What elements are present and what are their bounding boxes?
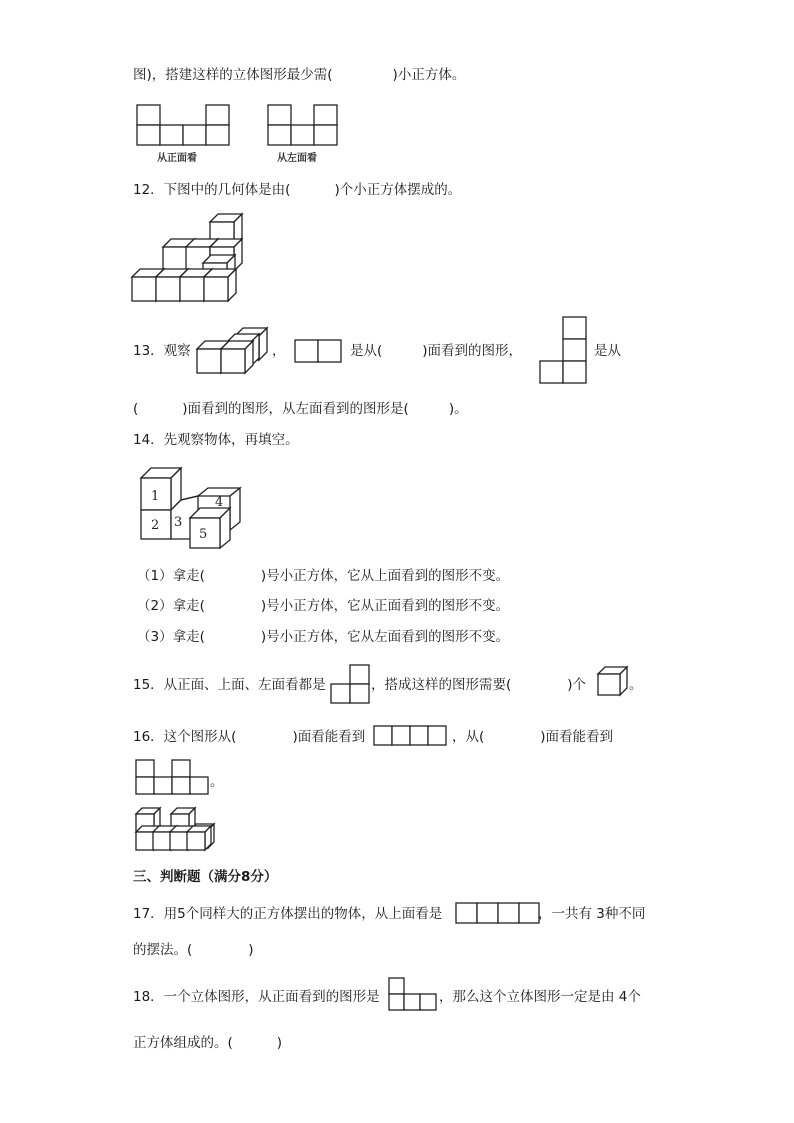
q13-line2-a: ( [133, 401, 139, 417]
q14-item-1-a: （1）拿走( [137, 568, 205, 584]
q13-mid2: )面看到的图形， [422, 343, 523, 359]
q16-text-1 [133, 727, 365, 747]
q13-comma: ， [272, 343, 286, 359]
q13-line1 [133, 341, 191, 361]
q14-numbered-cubes-figure [140, 467, 244, 549]
q13-line2-b: )面看到的图形，从左面看到的图形是( [182, 401, 409, 417]
q11-text-start: 图)，搭建这样的立体图形最少需( [133, 67, 333, 83]
q17-text-b: ，一共有 3种不同 [538, 906, 646, 922]
q14-item-2-b: )号小正方体，它从正面看到的图形不变。 [260, 598, 510, 614]
q16-front-view-shape [135, 759, 211, 797]
q13-two-square-view [294, 339, 344, 363]
q12-text-end: )个小正方体摆成的。 [334, 182, 462, 198]
q13-cube-group-figure [197, 328, 269, 374]
q12-text-start: 12．下图中的几何体是由( [133, 182, 291, 198]
q18-text-b: ，那么这个立体图形一定是由 4个 [439, 989, 641, 1005]
q14-item-3-b: )号小正方体，它从左面看到的图形不变。 [260, 629, 510, 645]
q14-title: 14．先观察物体，再填空。 [133, 432, 299, 448]
q11-caption-front: 从正面看 [157, 153, 197, 164]
q11-left-view-figure [267, 104, 342, 146]
q17-four-square-view [455, 902, 541, 924]
q13-mid [350, 341, 522, 361]
q18-front-view-shape [388, 977, 440, 1013]
q18-line2-end: ) [276, 1035, 283, 1051]
q15-text-c: )个 [567, 677, 587, 693]
q15-text-d: 。 [629, 677, 643, 693]
q14-label-1: 1 [151, 489, 160, 504]
q18-line2 [133, 1033, 282, 1053]
q16-text-b: )面看能看到 [292, 729, 366, 745]
q17-line2-text: 的摆法。( [133, 942, 193, 958]
q13-l-shape-view [539, 316, 589, 386]
section-3-title: 三、判断题（满分8分） [133, 869, 278, 885]
q16-text-e: 。 [210, 774, 224, 790]
q13-mid1: 是从( [350, 343, 383, 359]
q17-text-a: 17．用5个同样大的正方体摆出的物体，从上面看是 [133, 906, 443, 922]
q11-front-view-figure [136, 104, 236, 146]
q15-view-shape [330, 664, 372, 704]
q15-cube-icon [597, 666, 629, 696]
q11-caption-left: 从左面看 [277, 153, 317, 164]
q16-text-d: )面看能看到 [540, 729, 614, 745]
q17-line2 [133, 940, 254, 960]
q16-four-square-view [373, 725, 449, 747]
q18-text-a: 18．一个立体图形，从正面看到的图形是 [133, 989, 380, 1005]
q16-text-2 [452, 727, 613, 747]
q15-text-a: 15．从正面、上面、左面看都是 [133, 677, 326, 693]
q14-label-5: 5 [199, 527, 208, 542]
q14-label-2: 2 [151, 518, 160, 533]
q18-line2-text: 正方体组成的。( [133, 1035, 233, 1051]
q13-prefix: 13．观察 [133, 343, 191, 359]
q12-text [133, 180, 461, 200]
q15-text-b [371, 675, 586, 695]
q16-text-a: 16．这个图形从( [133, 729, 237, 745]
q11-text-end: )小正方体。 [392, 67, 466, 83]
q12-cube-staircase-figure [132, 213, 244, 303]
q14-item-1-b: )号小正方体，它从上面看到的图形不变。 [260, 568, 510, 584]
q13-end1: 是从 [594, 343, 621, 359]
q13-line2-c: )。 [448, 401, 468, 417]
q13-line2 [133, 399, 468, 419]
q15-text-b-span: ，搭成这样的图形需要( [371, 677, 512, 693]
q14-item-2-a: （2）拿走( [137, 598, 205, 614]
q11-text [133, 65, 465, 85]
q14-item-3 [137, 627, 509, 647]
q14-item-1 [137, 566, 509, 586]
q16-cube-figure [134, 806, 214, 852]
q17-line2-end: ) [248, 942, 254, 958]
q14-label-3: 3 [174, 515, 183, 530]
q14-label-4: 4 [215, 495, 224, 510]
q14-item-2 [137, 596, 509, 616]
q16-text-c: ，从( [452, 729, 485, 745]
q14-item-3-a: （3）拿走( [137, 629, 205, 645]
